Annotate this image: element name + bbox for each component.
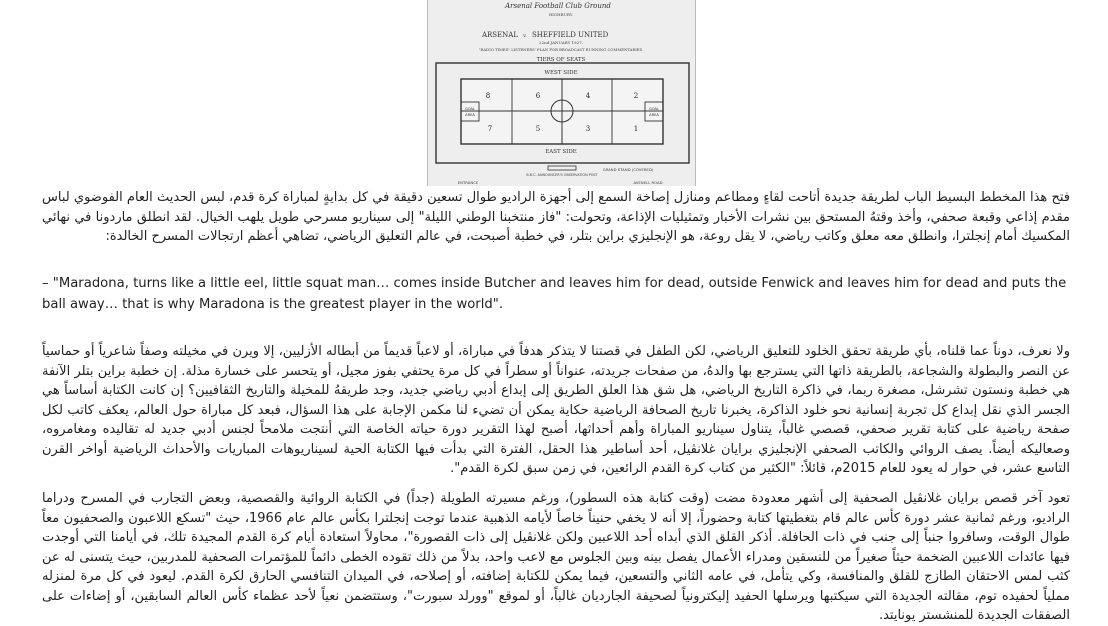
square-number-7: 7 [487, 125, 493, 133]
square-number-5: 5 [535, 125, 541, 133]
stadium-plan-drawing [428, 0, 695, 186]
grandstand-label: GRAND STAND (COVERED) [602, 167, 654, 172]
avenell-road-label: AVENELL ROAD [633, 180, 663, 185]
figure-plan-caption: "RADIO TIMES" LISTENERS' PLAN FOR BROADCAST RUNNING COMMENTARIES. [478, 47, 644, 52]
square-number-4: 4 [585, 92, 591, 100]
square-number-3: 3 [585, 125, 591, 133]
left-goal-label: GOAL [464, 107, 476, 111]
paragraph-commentary-history: ولا نعرف، دوناً عما قلناه، بأي طريقة تحقق الخلود للتعليق الرياضي، لكن الطفل في قصتنا لا يتذكر هدفاً في مباراة، أو لاعباً قديماً من أبطاله الأزليين، إلا ويرن في مخيلته وصفاً شاعرياً أو حماسياً عن النصر والبطولة والشجاعة، بالطريقة ذاتها التي يسترجع بها والدهُ، من صفحات جريدته، عنواناً أو سطراً في كل مرة يحتفي بفوز مجيل، أو يتحسر على خسارة مذلة. إن خطبة براين بتلر الآنفة هي خطبة ونستون تشرشل، مصغرة ربما، في ذاكرة التاريخ الرياضي، هل شق هذا العلق الطريق إلى إبداع أدبي رياضي جديد، وجد طريقهُ للمخيلة والتاريخ الثقافيين؟ إن كانت الكتابة أساساً هي الجسر الذي نقل إبداع كل تجربة إنسانية نحو خلود الذاكرة، يخبرنا تاريخ الصحافة الرياضية حكاية يمكن أن تضيء لنا مكمن الإجابة على هذا السؤال، فبعد كل مباراة حول العالم، يعكف كاتب لكل صفحة رياضية على كتابة تقرير صحفي، قصصي غالباً، يتناول سيناريو المباراة وأهم أحداثها، أصبح لهذا التقرير دورة حياته الخاصة التي أنتجت ملامحاً لجنس أدبي جديد له تقاليده ومغامروه، وصعاليكه أيضاً. يصف الروائي والكاتب الصحفي الإنجليزي برايان غلانڤيل، أحد أساطير هذا الحقل، الفترة التي بدأت فيها الكتابة الحية لسيناريوهات المباريات والأحداث الرياضية أواخر القرن التاسع عشر، في حوار له يعود للعام 2015م، قائلاً: "الكثير من كتاب كرة القدم الرائعين، في زمن سبق لكرة القدم". [42, 344, 1070, 476]
figure-match-vs: v. [523, 33, 527, 39]
figure-header-title: Arsenal Football Club Ground [505, 2, 611, 10]
square-number-2: 2 [633, 92, 639, 100]
figure-tiers-label: TIERS OF SEATS [536, 57, 586, 63]
square-number-8: 8 [485, 92, 491, 100]
figure-match-date: 22nd JANUARY 1927. [539, 40, 583, 45]
west-side-label: WEST SIDE [544, 70, 578, 76]
right-goal-label: GOAL [648, 107, 660, 111]
maradona-quote: – "Maradona, turns like a little eel, little squat man… comes inside Butcher and leaves him for dead, outside Fenwick and leaves him for dead and puts the ball away… that is why Maradona is the greatest player in the world". [42, 276, 1067, 312]
paragraph-intro: فتح هذا المخطط البسيط الباب لطريقة جديدة أتاحت لقاءٍ ومطاعم ومنازل إصاخة السمع إلى أجهزة الراديو طوال تسعين دقيقة في كل بدايةٍ لمباراة كرة قدم، لبس الحديث العام الفوضوي لباس مقدم إذاعي وقبعة صحفي، وأخذ وقتهُ المستحق بين نشرات الأخبار وتمثيليات الإذاعة، وتحولت: "فاز منتخبنا الوطني الليلة" إلى سيناريو مسرحي طويل يلهب الخيال. لقد انطلق ماردونا في نهائي المكسيك أمام إنجلترا، وانطلق معه معلق وكاتب رياضي، لا يقل روعة، هو الإنجليزي براين بتلر، في خطبة أصبحت، في عالم التعليق الرياضي، تضاهي أعظم ارتجالات المسرح الخالدة: [42, 190, 1070, 244]
entrance-label: ENTRANCE [457, 180, 479, 185]
paragraph-glanville: تعود آخر قصص برايان غلانڤيل الصحفية إلى أشهر معدودة مضت (وقت كتابة هذه السطور)، ورغم مسيرته الطويلة (جداً) في الكتابة الروائية والقصصية، وبعض التجارب في المسرح ودراما الراديو، ورغم ثمانية عشر دورة كأس عالم قام بتغطيتها كتابة وحضوراً، إلا أنه لا يخفي حنيناً خاصاً لأيامه الذهبية عندما توجت إنجلترا بكأس عالم عام 1966، حيث "تسكع اللاعبون والصحفيون معاً طوال الوقت، وسافروا جنباً إلى جنب في ذات الحافلة. أذكر القلق الذي أبداه أحد اللاعبين ولكن غلانڤيل إلى ذات القصورة"، محاولاً استعادة أيام كرة القدم المجيدة تلك، في أيامنا التي أوجدت فيها عائدات اللاعبين الضخمة حيثاً صغيراً من للنسقين ومدراء الأعمال يفصل بينه وبين الجلوس مع لاعب واحد، بدلاً من ذلك تقوده الخطى دائماً للمؤتمرات الصحفية للمدربين، حيث يتسنى له عن كثب لمس الاحتقان الطازج للقلق والمنافسة، وكي يتأمل، في عامه الثاني والتسعين، فيما يمكن للكتابة إضافته، أو إصلاحه، في الميدان التنافسي الحارق لكرة القدم. ليعود في كل مرة لمنزله مملياً لحفيده توم، مقالته الجديدة التي سيكتبها ويرسلها الحفيد إليكترونياً لصحيفة الجارديان غالباً، أو لموقع "وورلد سبورت"، وستتضمن نعياً لأحد عظماء كأس العالم السابقين، أو إضاءات على الصفقات الجديدة للمنشستر يونايتد. [42, 491, 1070, 623]
right-area-label: AREA [649, 113, 659, 117]
east-side-label: EAST SIDE [545, 149, 577, 155]
square-number-1: 1 [633, 125, 639, 133]
announcer-post-label: B.B.C. ANNOUNCER'S OBSERVATION POST [526, 173, 598, 177]
figure-match-home: ARSENAL [481, 31, 518, 39]
stadium-plan-figure [427, 0, 696, 186]
figure-match-away: SHEFFIELD UNITED [532, 31, 609, 39]
figure-header-venue: HIGHBURY. [548, 12, 574, 17]
left-area-label: AREA [465, 113, 475, 117]
square-number-6: 6 [535, 92, 541, 100]
